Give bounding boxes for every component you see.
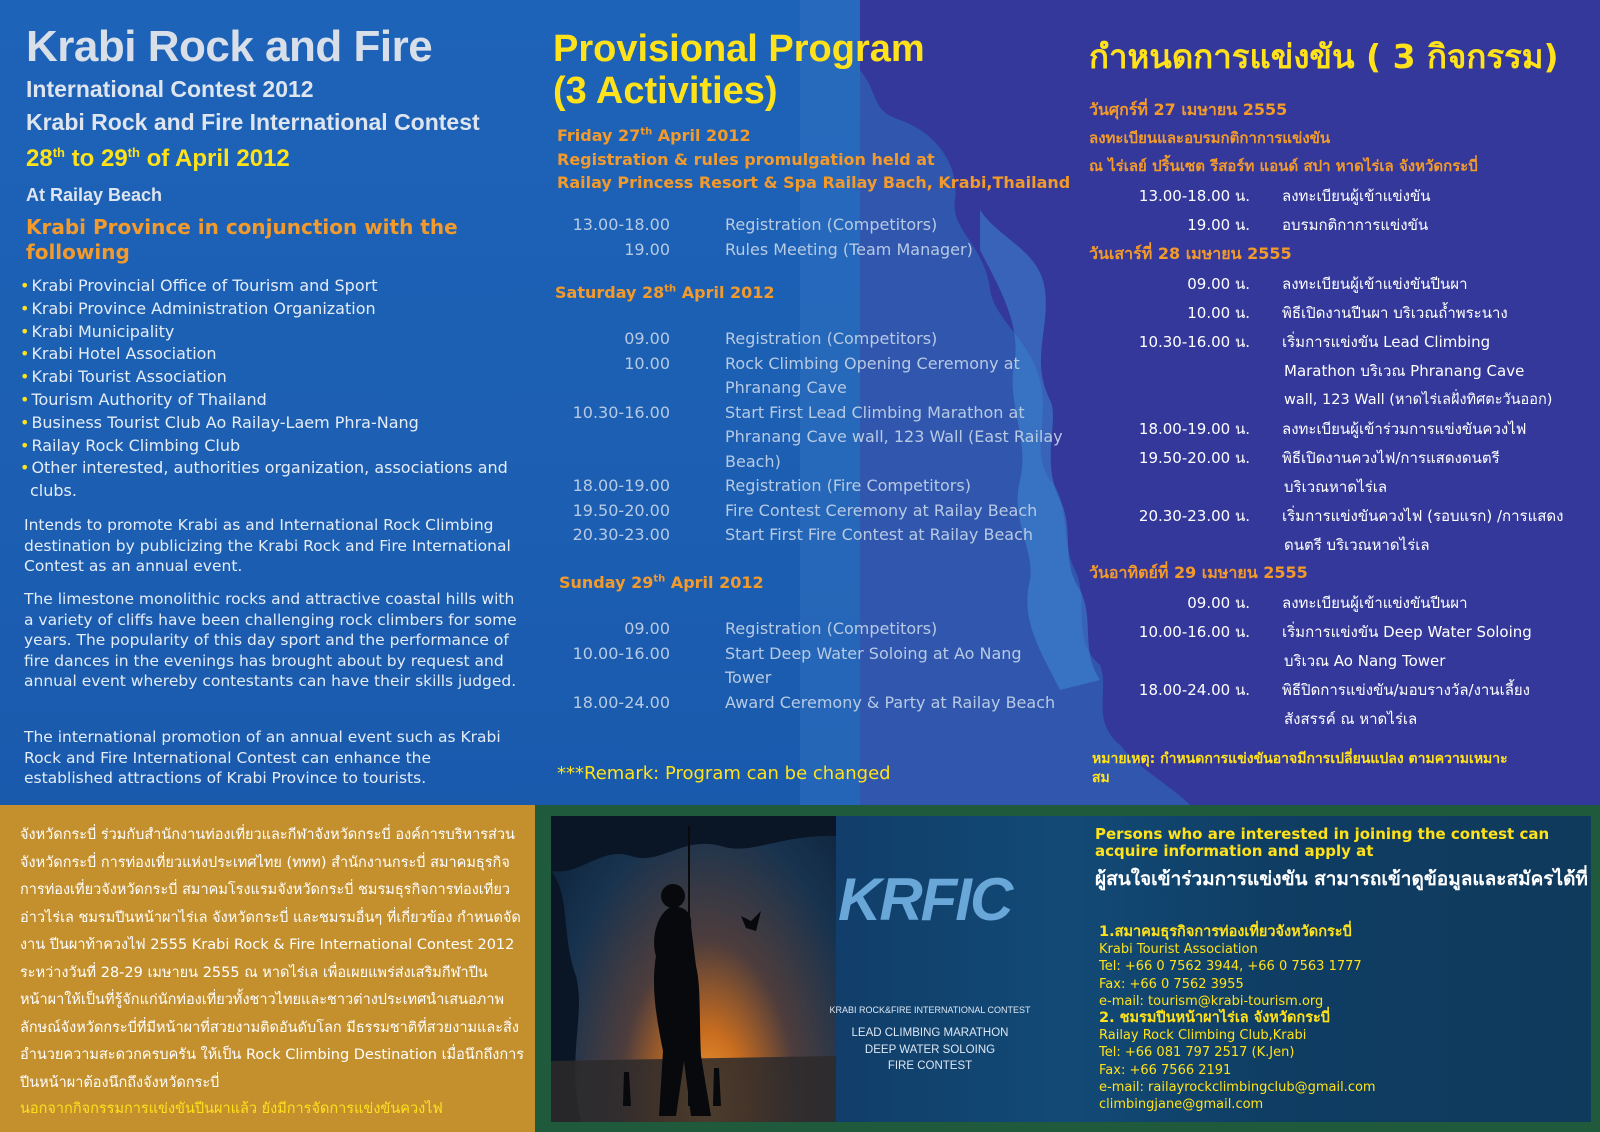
list-item: • Krabi Tourist Association <box>20 367 227 387</box>
logo-caption: KRABI ROCK&FIRE INTERNATIONAL CONTEST <box>829 1005 1031 1015</box>
contact-krabi-tourist-association <box>1099 924 1599 1010</box>
contact-railay-climbing-club <box>1099 1010 1599 1113</box>
contact-phone: Tel: +66 0 7562 3944, +66 0 7563 1777 <box>1099 959 1362 975</box>
logo-activity-line: LEAD CLIMBING MARATHON <box>851 1027 1009 1039</box>
thai-day3-heading: วันอาทิตย์ที่ 29 เมษายน 2555 <box>1089 563 1308 582</box>
friday-heading: Friday 27th April 2012 <box>557 126 751 145</box>
thai-program-title: กำหนดการแข่งขัน ( 3 กิจกรรม) <box>1089 37 1559 76</box>
event-title: Krabi Rock and Fire <box>26 22 433 71</box>
thai-day1-venue: ณ ไร่เลย์ ปริ้นเซต รีสอร์ท แอนด์ สปา หาดไร่เล จังหวัดกระบี่ <box>1089 157 1478 175</box>
thai-day3-schedule: 09.00 น. ลงทะเบียนผู้เข้าแข่งขันปีนผา 10.00-16.00 น. เริ่มการแข่งขัน Deep Water Soloing บริเวณ Ao Nang Tower 18.00-24.00 น. พิธีปิดการแข่งขัน/มอบรางวัล/งานเลี้ยง สังสรรค์ ณ หาดไร่เล <box>1138 594 1532 728</box>
event-location: At Railay Beach <box>26 185 163 205</box>
program-title <box>553 28 925 112</box>
contact-title: 2. ชมรมปีนหน้าผาไร่เล จังหวัดกระบี่ <box>1099 1010 1330 1026</box>
thai-day2-schedule: 09.00 น. ลงทะเบียนผู้เข้าแข่งขันปีนผา 10.00 น. พิธีเปิดงานปีนผา บริเวณถ้ำพระนาง 10.30-16.00 น. เริ่มการแข่งขัน Lead Climbing Marathon บริเวณ Phranang Cave wall, 123 Wall (หาดไร่เลฝั่งทิศตะวันออก) 18.00-19.00 น. ลงทะเบียนผู้เข้าร่วมการแข่งขันควงไฟ 19.50-20.00 น. พิธีเปิดงานควงไฟ/การแสดงดนตรี บริเวณหาดไร่เล 20.30-23.00 น. เริ่มการแข่งขันควงไฟ (รอบแรก) /การแสดง ดนตรี บริเวณหาดไร่เล <box>1138 275 1564 554</box>
organization-list <box>20 275 520 503</box>
contact-title: 1.สมาคมธุรกิจการท่องเที่ยวจังหวัดกระบี่ <box>1099 924 1352 940</box>
promotion-paragraph: The international promotion of an annual event such as Krabi Rock and Fire International Contest can enhance the established attractions of Krabi Province to tourists. <box>24 728 501 788</box>
saturday-schedule: 09.00 Registration (Competitors) 10.00 Rock Climbing Opening Ceremony at Phranang Cave 10.30-16.00 Start First Lead Climbing Marathon at Phranang Cave wall, 123 Wall (East Railay Beach) 18.00-19.00 Registration (Fire Competitors) 19.50-20.00 Fire Contest Ceremony at Railay Beach 20.30-23.00 Start First Fire Contest at Railay Beach <box>572 329 1063 544</box>
logo-activity-line: FIRE CONTEST <box>887 1060 973 1072</box>
thai-day1-registration: ลงทะเบียนและอบรมกติกาการแข่งขัน <box>1089 129 1331 147</box>
intro-paragraph: Intends to promote Krabi as and International Rock Climbing destination by publicizing the Krabi Rock and Fire International Contest as an annual event. <box>24 516 511 576</box>
thai-day1-schedule: 13.00-18.00 น. ลงทะเบียนผู้เข้าแข่งขัน 19.00 น. อบรมกติกาการแข่งขัน <box>1138 187 1431 234</box>
list-item: • Krabi Provincial Office of Tourism and Sport <box>20 276 378 295</box>
logo-activity-line: DEEP WATER SOLOING <box>864 1043 996 1056</box>
thai-day2-heading: วันเสาร์ที่ 28 เมษายน 2555 <box>1089 244 1292 263</box>
contact-email[interactable]: climbingjane@gmail.com <box>1099 1097 1264 1113</box>
event-dates: 28th to 29th of April 2012 <box>26 145 290 172</box>
event-subtitle: International Contest 2012 <box>26 76 314 102</box>
contact-name: Railay Rock Climbing Club,Krabi <box>1099 1028 1307 1044</box>
thai-description-paragraph: จังหวัดกระบี่ ร่วมกับสำนักงานท่องเที่ยวและกีฬาจังหวัดกระบี่ องค์การบริหารส่วนจังหวัดกระบี่ การท่องเที่ยวแห่งประเทศไทย (ททท) สำนักงานกระบี่ สมาคมธุรกิจการท่องเที่ยวจังหวัดกระบี่ สมาคมโรงแรมจังหวัดกระบี่ ชมรมธุรกิจการท่องเที่ยวอ่าวไร่เล ชมรมปีนหน้าผาไร่เล จังหวัดกระบี่ และชมรมอื่นๆ ที่เกี่ยวข้อง กำหนดจัดงาน ปีนผาท้าควงไฟ 2555 Krabi Rock & Fire International Contest 2012 ระหว่างวันที่ 28-29 เมษายน 2555 ณ หาดไร่เล เพื่อเผยแพร่ส่งเสริมกีฬาปีนหน้าผาให้เป็นที่รู้จักแก่นักท่องเที่ยวทั้งชาวไทยและชาวต่างประเทศนำเสนอภาพลักษณ์จังหวัดกระบี่ที่มีหน้าผาที่สวยงามติดอันดับโลก มีธรรมชาติที่สวยงามและสิ่งอำนวยความสะดวกครบครัน ให้เป็น Rock Climbing Destination เมื่อนึกถึงการปีนหน้าผาต้องนึกถึงจังหวัดกระบี่ <box>20 827 525 1091</box>
friday-venue: Railay Princess Resort & Spa Railay Bach, Krabi,Thailand <box>557 173 1071 192</box>
list-item: • Tourism Authority of Thailand <box>20 389 267 409</box>
krfic-logo: KRFIC <box>838 866 1012 933</box>
thai-description-closing: นอกจากกิจกรรมการแข่งขันปีนผาแล้ว ยังมีการจัดการแข่งขันควงไฟ <box>20 1101 443 1117</box>
sunday-heading: Sunday 29th April 2012 <box>559 573 764 592</box>
program-remark: ***Remark: Program can be changed <box>557 763 891 784</box>
list-item: • Krabi Municipality <box>20 321 175 341</box>
sunday-schedule: 09.00 Registration (Competitors) 10.00-16.00 Start Deep Water Soloing at Ao Nang Tower 18.00-24.00 Award Ceremony & Party at Railay Beach <box>572 619 1056 712</box>
logo-activities <box>810 1025 1050 1075</box>
friday-schedule: 13.00-18.00 Registration (Competitors) 19.00 Rules Meeting (Team Manager) <box>572 215 973 259</box>
list-item: • Krabi Province Administration Organization <box>20 298 376 318</box>
thai-program-note: หมายเหตุ: กำหนดการแข่งขันอาจมีการเปลี่ยนแปลง ตามความเหมาะสม <box>1092 751 1508 786</box>
list-item: • Krabi Hotel Association <box>20 344 217 364</box>
contact-heading: Persons who are interested in joining the contest can acquire information and apply at <box>1095 825 1550 860</box>
event-subtitle-full: Krabi Rock and Fire International Contest <box>26 109 480 135</box>
list-item: • Business Tourist Club Ao Railay-Laem Phra-Nang <box>20 412 419 432</box>
saturday-heading: Saturday 28th April 2012 <box>555 283 775 302</box>
contact-email[interactable]: e-mail: tourism@krabi-tourism.org <box>1099 993 1324 1009</box>
climber-silhouette-graphic <box>551 816 836 1122</box>
program-title-line2: (3 Activities) <box>553 70 778 112</box>
contact-fax: Fax: +66 7566 2191 <box>1099 1062 1232 1078</box>
limestone-paragraph: The limestone monolithic rocks and attractive coastal hills with a variety of cliffs have been challenging rock climbers for some years. The popularity of this day sport and the performance of fire dances in the evenings has brought about by request and annual event whereby contestants can have their skills judged. <box>24 590 517 691</box>
list-item: • Other interested, authorities organization, associations and clubs. <box>20 458 508 501</box>
contact-email[interactable]: e-mail: railayrockclimbingclub@gmail.com <box>1099 1079 1376 1095</box>
list-item: • Railay Rock Climbing Club <box>20 435 241 455</box>
contact-phone: Tel: +66 081 797 2517 (K.Jen) <box>1099 1045 1295 1061</box>
thai-day1-heading: วันศุกร์ที่ 27 เมษายน 2555 <box>1089 100 1288 119</box>
contact-fax: Fax: +66 0 7562 3955 <box>1099 976 1244 992</box>
program-title-line1: Provisional Program <box>553 28 925 70</box>
conjunction-heading: Krabi Province in conjunction with the following <box>26 215 458 264</box>
contact-thai-heading: ผู้สนใจเข้าร่วมการแข่งขัน สามารถเข้าดูข้อมูลและสมัครได้ที่ <box>1095 868 1588 890</box>
contact-name: Krabi Tourist Association <box>1099 942 1258 958</box>
friday-note: Registration & rules promulgation held at <box>557 150 935 169</box>
